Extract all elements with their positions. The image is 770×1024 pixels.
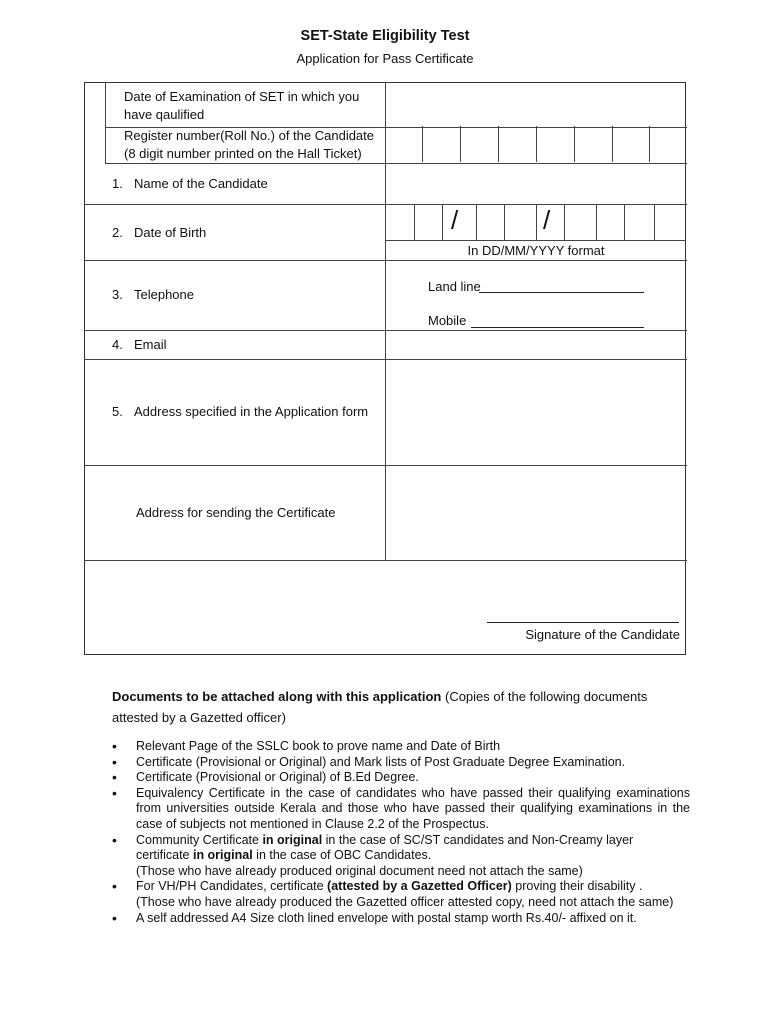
- name-label-text: Name of the Candidate: [134, 176, 268, 191]
- exam-date-label: Date of Examination of SET in which you have qaulified: [124, 89, 360, 122]
- dob-boxes[interactable]: [386, 204, 686, 241]
- list-item: [112, 833, 690, 880]
- documents-heading-bold: Documents to be attached along with this application: [112, 689, 442, 704]
- address-label: [112, 403, 368, 421]
- email-label-text: Email: [134, 337, 167, 352]
- address-field[interactable]: [386, 360, 684, 463]
- telephone-label: [112, 286, 194, 304]
- dob-box-divider: [624, 204, 625, 241]
- list-item-text: in the case of SC/ST candidates and Non-Creamy layer certificate: [136, 832, 634, 863]
- list-item-text: proving their disability .: [511, 879, 643, 894]
- item-number: 2.: [112, 225, 123, 240]
- dob-box-divider: [504, 204, 505, 241]
- dob-box-divider: [654, 204, 655, 241]
- form-subtitle: Application for Pass Certificate: [296, 51, 474, 66]
- certificate-address-field[interactable]: [386, 466, 684, 558]
- list-item-text: in the case of OBC Candidates.: [252, 848, 432, 863]
- form-title: SET-State Eligibility Test: [300, 28, 470, 44]
- list-item-text: Relevant Page of the SSLC book to prove name and Date of Birth: [136, 739, 501, 753]
- item-number: 5.: [112, 404, 123, 419]
- digit-box-divider: [498, 126, 499, 162]
- list-item: [112, 755, 690, 771]
- digit-box-divider: [612, 126, 613, 162]
- register-number-label-line1: Register number(Roll No.) of the Candidate: [124, 128, 375, 143]
- item-number: 1.: [112, 176, 123, 191]
- landline-input-line[interactable]: [479, 292, 644, 293]
- required-documents-list: [112, 739, 690, 926]
- name-label: [112, 175, 268, 193]
- mobile-label: Mobile: [428, 313, 467, 328]
- emphasis-text: in original: [192, 848, 253, 863]
- dob-box-divider: [442, 204, 443, 241]
- list-item-text: A self addressed A4 Size cloth lined envelope with postal stamp worth Rs.40/- affixed on it.: [136, 910, 637, 925]
- dob-box-divider: [414, 204, 415, 241]
- digit-box-divider: [649, 126, 650, 162]
- item-number: 4.: [112, 337, 123, 352]
- signature-line[interactable]: [487, 622, 679, 623]
- certificate-address-label: Address for sending the Certificate: [136, 505, 336, 520]
- exam-date-field[interactable]: [386, 84, 684, 126]
- list-item-note: (Those who have already produced the Gazetted officer attested copy, need not attach the same): [136, 894, 674, 909]
- emphasis-text: (attested by a Gazetted Officer): [327, 879, 512, 894]
- list-item: [112, 879, 690, 910]
- row-divider: [85, 560, 687, 561]
- list-item: [112, 786, 690, 833]
- column-divider: [105, 83, 106, 163]
- list-item-text: For VH/PH Candidates, certificate: [136, 879, 328, 894]
- list-item-text: Community Certificate: [136, 832, 263, 847]
- dob-box-divider: [476, 204, 477, 241]
- dob-box-divider: [564, 204, 565, 241]
- emphasis-text: in original: [262, 832, 323, 847]
- dob-box-divider: [536, 204, 537, 241]
- digit-box-divider: [574, 126, 575, 162]
- mobile-input-line[interactable]: [471, 327, 644, 328]
- register-number-label-line2: (8 digit number printed on the Hall Ticket): [124, 146, 362, 161]
- dob-label-text: Date of Birth: [134, 225, 207, 240]
- documents-heading-rest: (Copies of the following documents attested by a Gazetted officer): [112, 689, 648, 725]
- email-label: [112, 336, 167, 354]
- dob-separator: /: [543, 205, 551, 235]
- row-divider: [85, 260, 687, 261]
- list-item: [112, 770, 690, 786]
- list-item-text: Certificate (Provisional or Original) of B.Ed Degree.: [136, 770, 419, 785]
- dob-format-hint: In DD/MM/YYYY format: [467, 243, 605, 258]
- dob-box-divider: [596, 204, 597, 241]
- landline-label: Land line: [428, 279, 481, 294]
- list-item: [112, 739, 690, 755]
- dob-separator: /: [451, 205, 459, 235]
- list-item-note: (Those who have already produced original document need not attach the same): [136, 863, 583, 878]
- dob-label: [112, 224, 206, 242]
- address-label-text: Address specified in the Application form: [134, 404, 369, 419]
- telephone-label-text: Telephone: [134, 287, 194, 302]
- signature-label: Signature of the Candidate: [525, 627, 680, 642]
- documents-heading: [112, 686, 692, 728]
- register-number-boxes: [386, 126, 686, 162]
- list-item-text: Equivalency Certificate in the case of candidates who have passed their qualifying examinations from universities outside Kerala and those who have passed their qualifying examinations in the case of subjects not mentioned in Clause 2.2 of the Prospectus.: [136, 785, 690, 831]
- name-field[interactable]: [386, 164, 684, 202]
- list-item: [112, 911, 690, 927]
- list-item-text: Certificate (Provisional or Original) and Mark lists of Post Graduate Degree Examination.: [136, 754, 626, 769]
- item-number: 3.: [112, 287, 123, 302]
- email-field[interactable]: [386, 331, 684, 357]
- digit-box-divider: [460, 126, 461, 162]
- digit-box-divider: [422, 126, 423, 162]
- digit-box-divider: [536, 126, 537, 162]
